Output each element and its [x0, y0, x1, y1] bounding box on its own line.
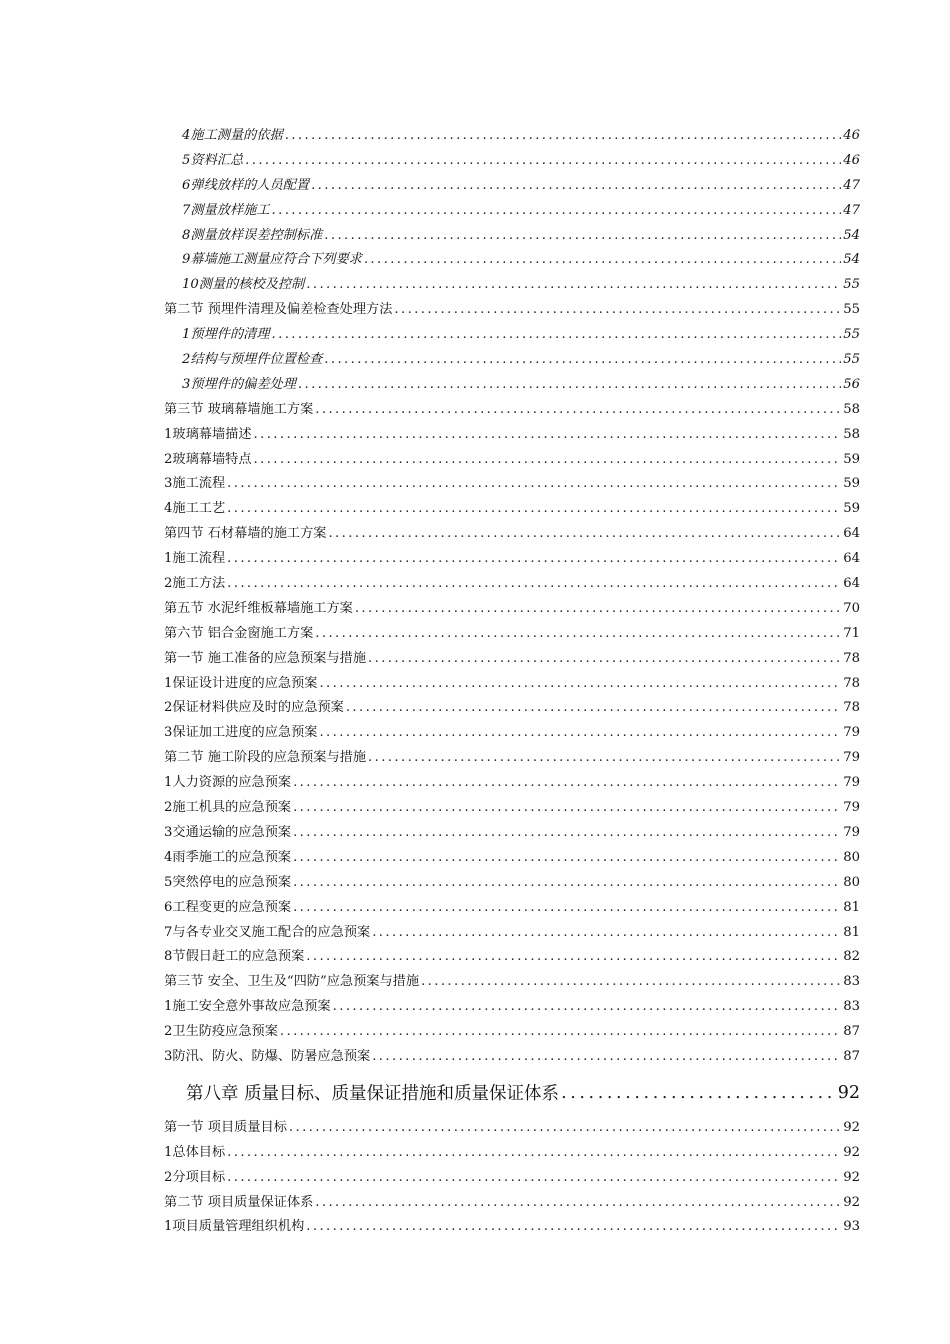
- toc-entry-title: 4施工测量的依据: [182, 128, 283, 143]
- toc-entry-title: 1项目质量管理组织机构: [164, 1219, 305, 1235]
- toc-subentry: [164, 149, 860, 174]
- toc-entry: [164, 572, 860, 597]
- toc-page-number: 83: [843, 999, 860, 1015]
- toc-entry-title: 2卫生防疫应急预案: [164, 1024, 278, 1040]
- toc-entry-title: 第二节 预埋件清理及偏差检查处理方法: [164, 302, 393, 318]
- toc-entry-title: 第三节 玻璃幕墙施工方案: [164, 401, 314, 417]
- toc-entry-title: 2施工机具的应急预案: [164, 800, 292, 816]
- toc-entry: [164, 1191, 860, 1216]
- toc-entry-title: 2施工方法: [164, 576, 226, 592]
- toc-dot-leader: [289, 1120, 841, 1135]
- toc-dot-leader: [372, 925, 841, 940]
- toc-entry-title: 7与各专业交叉施工配合的应急预案: [164, 924, 371, 940]
- toc-entry: [164, 1141, 860, 1166]
- toc-page-number: 56: [843, 376, 860, 392]
- toc-page-number: 59: [843, 501, 860, 517]
- toc-entry: [164, 448, 860, 473]
- toc-dot-leader: [328, 526, 841, 541]
- toc-entry-title: 第六节 铝合金窗施工方案: [164, 625, 314, 641]
- toc-entry-title: 9幕墙施工测量应符合下列要求: [182, 252, 362, 268]
- toc-entry-title: 3施工流程: [164, 476, 226, 492]
- toc-subentry: [164, 323, 860, 348]
- toc-entry: [164, 696, 860, 721]
- toc-dot-leader: [368, 750, 841, 765]
- toc-entry: [164, 945, 860, 970]
- toc-page-number: 79: [843, 725, 860, 741]
- toc-page-number: 78: [843, 675, 860, 691]
- toc-entry: [164, 672, 860, 697]
- toc-dot-leader: [254, 427, 842, 442]
- toc-dot-leader: [293, 825, 841, 840]
- toc-dot-leader: [293, 900, 841, 915]
- toc-page-number: 78: [843, 650, 860, 666]
- toc-entry-title: 第二节 项目质量保证体系: [164, 1194, 314, 1210]
- toc-entry: [164, 1116, 860, 1141]
- toc-entry: [164, 497, 860, 522]
- toc-entry: [164, 647, 860, 672]
- toc-entry-title: 第五节 水泥纤维板幕墙施工方案: [164, 600, 353, 616]
- toc-page-number: 79: [843, 800, 860, 816]
- toc-entry-title: 2分项目标: [164, 1169, 226, 1185]
- toc-dot-leader: [319, 676, 841, 691]
- toc-page-number: 87: [843, 1024, 860, 1040]
- toc-entry-title: 1玻璃幕墙描述: [164, 426, 252, 442]
- toc-entry-title: 6弹线放样的人员配置: [182, 177, 310, 193]
- toc-subentry: [164, 174, 860, 199]
- toc-entry: [164, 547, 860, 572]
- toc-entry-title: 1施工安全意外事故应急预案: [164, 999, 331, 1015]
- toc-dot-leader: [368, 651, 841, 666]
- toc-page-number: 54: [843, 252, 860, 268]
- toc-entry: [164, 472, 860, 497]
- toc-dot-leader: [227, 1170, 841, 1185]
- toc-dot-leader: [306, 277, 841, 292]
- toc-page-number: 92: [843, 1169, 860, 1185]
- toc-entry-title: 5突然停电的应急预案: [164, 874, 292, 890]
- toc-page-number: 55: [843, 302, 860, 318]
- toc-entry: [164, 522, 860, 547]
- toc-dot-leader: [311, 178, 841, 193]
- toc-entry-title: 3交通运输的应急预案: [164, 824, 292, 840]
- toc-page-number: 92: [843, 1194, 860, 1210]
- toc-dot-leader: [333, 999, 842, 1014]
- toc-dot-leader: [285, 128, 842, 143]
- toc-page-number: 64: [843, 526, 860, 542]
- toc-entry: [164, 746, 860, 771]
- toc-dot-leader: [227, 1145, 841, 1160]
- toc-dot-leader: [372, 1049, 841, 1064]
- toc-subentry: [164, 224, 860, 249]
- toc-dot-leader: [298, 377, 841, 392]
- toc-page-number: 92: [837, 1082, 860, 1103]
- toc-page-number: 47: [843, 177, 860, 193]
- toc-page-number: 55: [843, 352, 860, 368]
- toc-dot-leader: [315, 402, 841, 417]
- toc-entry: [164, 721, 860, 746]
- toc-dot-leader: [293, 875, 841, 890]
- toc-entry-title: 2保证材料供应及时的应急预案: [164, 700, 344, 716]
- toc-page-number: 82: [843, 949, 860, 965]
- toc-entry-title: 第一节 施工准备的应急预案与措施: [164, 650, 367, 666]
- toc-dot-leader: [315, 626, 841, 641]
- toc-entry-title: 第八章 质量目标、质量保证措施和质量保证体系: [186, 1084, 560, 1105]
- toc-page-number: 83: [843, 974, 860, 990]
- toc-dot-leader: [421, 974, 841, 989]
- toc-dot-leader: [364, 252, 841, 267]
- toc-entry: [164, 1020, 860, 1045]
- toc-dot-leader: [272, 327, 842, 342]
- toc-entry-title: 2玻璃幕墙特点: [164, 451, 252, 467]
- toc-entry: [164, 896, 860, 921]
- toc-subentry: [164, 124, 860, 149]
- toc-dot-leader: [245, 153, 841, 168]
- toc-page-number: 80: [843, 849, 860, 865]
- toc-page-number: 79: [843, 750, 860, 766]
- toc-page-number: 47: [843, 202, 860, 218]
- toc-entry: [164, 796, 860, 821]
- toc-entry: [164, 821, 860, 846]
- toc-entry: [164, 921, 860, 946]
- toc-entry-title: 4雨季施工的应急预案: [164, 849, 292, 865]
- toc-chapter-heading: [164, 1070, 860, 1116]
- toc-dot-leader: [306, 949, 841, 964]
- toc-page-number: 58: [843, 426, 860, 442]
- toc-dot-leader: [272, 203, 842, 218]
- toc-entry: [164, 1166, 860, 1191]
- toc-dot-leader: [319, 725, 841, 740]
- toc-page-number: 54: [843, 227, 860, 243]
- toc-entry: [164, 398, 860, 423]
- toc-entry: [164, 622, 860, 647]
- toc-page-number: 81: [843, 899, 860, 915]
- toc-page-number: 92: [843, 1119, 860, 1135]
- toc-entry-title: 7测量放样施工: [182, 202, 270, 218]
- toc-page-number: 93: [843, 1219, 860, 1235]
- toc-dot-leader: [227, 551, 841, 566]
- toc-entry: [164, 298, 860, 323]
- toc-dot-leader: [293, 775, 841, 790]
- toc-entry: [164, 1215, 860, 1240]
- table-of-contents: [164, 124, 860, 1240]
- toc-dot-leader: [315, 1195, 841, 1210]
- toc-page-number: 80: [843, 874, 860, 890]
- toc-entry-title: 1保证设计进度的应急预案: [164, 675, 318, 691]
- toc-entry-title: 2结构与预埋件位置检查: [182, 352, 323, 368]
- toc-page-number: 78: [843, 700, 860, 716]
- toc-page-number: 46: [843, 128, 860, 143]
- toc-dot-leader: [227, 476, 841, 491]
- toc-dot-leader: [227, 576, 841, 591]
- toc-page-number: 79: [843, 775, 860, 791]
- toc-entry-title: 10测量的核校及控制: [182, 277, 305, 293]
- toc-page-number: 81: [843, 924, 860, 940]
- toc-subentry: [164, 273, 860, 298]
- toc-entry: [164, 846, 860, 871]
- toc-page-number: 55: [843, 277, 860, 293]
- toc-entry-title: 6工程变更的应急预案: [164, 899, 292, 915]
- toc-entry-title: 1人力资源的应急预案: [164, 775, 292, 791]
- toc-entry-title: 4施工工艺: [164, 501, 226, 517]
- toc-dot-leader: [561, 1083, 836, 1103]
- toc-page-number: 87: [843, 1048, 860, 1064]
- toc-dot-leader: [227, 501, 841, 516]
- toc-entry-title: 3预埋件的偏差处理: [182, 376, 296, 392]
- toc-dot-leader: [324, 228, 841, 243]
- toc-entry: [164, 995, 860, 1020]
- toc-page-number: 64: [843, 551, 860, 567]
- toc-entry-title: 1施工流程: [164, 551, 226, 567]
- toc-entry: [164, 871, 860, 896]
- toc-dot-leader: [254, 452, 842, 467]
- toc-dot-leader: [306, 1219, 841, 1234]
- toc-page-number: 58: [843, 401, 860, 417]
- toc-entry: [164, 771, 860, 796]
- toc-subentry: [164, 348, 860, 373]
- toc-entry-title: 第二节 施工阶段的应急预案与措施: [164, 750, 367, 766]
- toc-dot-leader: [346, 700, 841, 715]
- toc-entry-title: 1预埋件的清理: [182, 327, 270, 343]
- toc-page-number: 71: [843, 625, 860, 641]
- toc-dot-leader: [293, 800, 841, 815]
- toc-entry-title: 8测量放样误差控制标准: [182, 227, 323, 243]
- toc-page-number: 55: [843, 327, 860, 343]
- toc-entry-title: 3防汛、防火、防爆、防暑应急预案: [164, 1048, 371, 1064]
- toc-page-number: 79: [843, 824, 860, 840]
- toc-dot-leader: [280, 1024, 841, 1039]
- toc-page-number: 46: [843, 152, 860, 168]
- toc-dot-leader: [355, 601, 841, 616]
- toc-page-number: 59: [843, 476, 860, 492]
- toc-entry-title: 5资料汇总: [182, 152, 244, 168]
- toc-subentry: [164, 373, 860, 398]
- toc-page-number: 64: [843, 576, 860, 592]
- toc-entry: [164, 597, 860, 622]
- toc-page-number: 70: [843, 600, 860, 616]
- toc-entry-title: 8节假日赶工的应急预案: [164, 949, 305, 965]
- toc-page-number: 92: [843, 1144, 860, 1160]
- toc-entry: [164, 1045, 860, 1070]
- toc-subentry: [164, 248, 860, 273]
- toc-entry: [164, 970, 860, 995]
- toc-entry-title: 第四节 石材幕墙的施工方案: [164, 526, 327, 542]
- toc-dot-leader: [293, 850, 841, 865]
- toc-dot-leader: [394, 302, 841, 317]
- toc-entry-title: 1总体目标: [164, 1144, 226, 1160]
- toc-subentry: [164, 199, 860, 224]
- toc-entry-title: 第三节 安全、卫生及“四防”应急预案与措施: [164, 974, 420, 990]
- toc-page-number: 59: [843, 451, 860, 467]
- toc-dot-leader: [324, 352, 841, 367]
- toc-entry-title: 第一节 项目质量目标: [164, 1119, 287, 1135]
- toc-entry: [164, 423, 860, 448]
- toc-entry-title: 3保证加工进度的应急预案: [164, 725, 318, 741]
